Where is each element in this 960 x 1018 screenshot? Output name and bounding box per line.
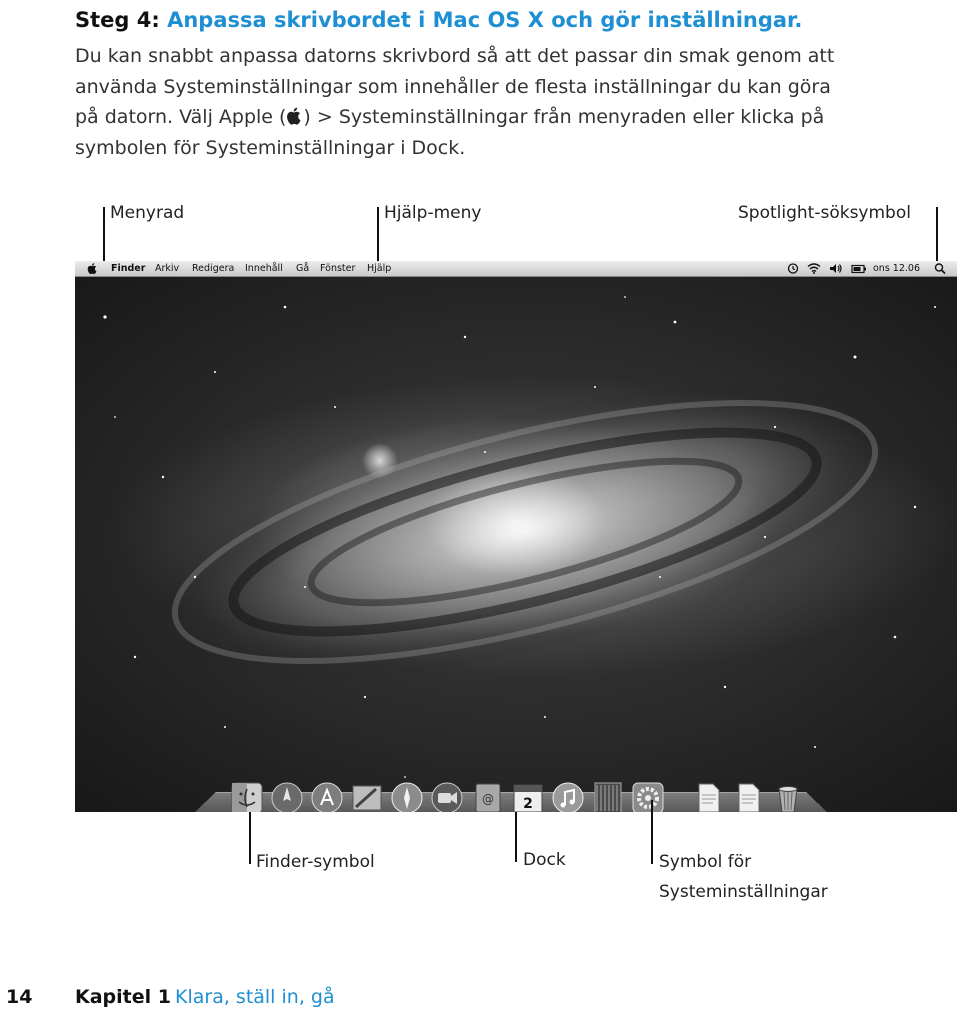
- battery-icon[interactable]: [851, 262, 867, 275]
- callout-leader: [103, 207, 105, 261]
- galaxy-wallpaper: [75, 277, 957, 812]
- callout-finder: Finder-symbol: [256, 852, 375, 872]
- callout-spotlight: Spotlight-söksymbol: [738, 203, 911, 223]
- section-title: Anpassa skrivbordet i Mac OS X och gör inställningar.: [167, 8, 803, 32]
- menu-innehall[interactable]: Innehåll: [245, 263, 283, 274]
- callout-leader: [249, 812, 251, 864]
- menu-ga[interactable]: Gå: [296, 263, 310, 274]
- callout-leader: [936, 207, 938, 261]
- calendar-icon[interactable]: [511, 781, 545, 812]
- menu-redigera[interactable]: Redigera: [192, 263, 235, 274]
- chapter-title: Klara, ställ in, gå: [175, 986, 335, 1008]
- callout-menubar: Menyrad: [110, 203, 185, 223]
- itunes-icon[interactable]: [551, 781, 585, 812]
- mail-icon[interactable]: [350, 781, 384, 812]
- trash-icon[interactable]: [771, 781, 805, 812]
- apple-menu-icon[interactable]: [87, 262, 98, 275]
- address-book-icon[interactable]: [471, 781, 505, 812]
- callout-sysprefs-line1: Symbol för: [659, 852, 752, 872]
- paragraph-text: på datorn. Välj Apple (: [75, 106, 287, 128]
- callout-sysprefs-line2: Systeminställningar: [659, 882, 828, 902]
- menu-hjalp[interactable]: Hjälp: [367, 263, 392, 274]
- menu-finder[interactable]: Finder: [111, 263, 146, 274]
- menu-fonster[interactable]: Fönster: [320, 263, 356, 274]
- paragraph-line: Du kan snabbt anpassa datorns skrivbord så att det passar din smak genom att: [75, 45, 835, 67]
- intro-paragraph: [75, 41, 955, 163]
- callout-leader: [377, 207, 379, 263]
- page-number: 14: [6, 986, 33, 1008]
- callout-leader: [515, 812, 517, 862]
- svg-text:@: @: [482, 792, 494, 806]
- app-store-icon[interactable]: [310, 781, 344, 812]
- system-preferences-icon[interactable]: [631, 781, 665, 812]
- callout-dock: Dock: [523, 850, 566, 870]
- paragraph-text: ) > Systeminställningar från menyraden eller klicka på: [303, 106, 825, 128]
- mac-desktop-screenshot: [75, 261, 957, 812]
- callout-help-menu: Hjälp-meny: [384, 203, 482, 223]
- paragraph-line: använda Systeminställningar som innehåller de flesta inställningar du kan göra: [75, 75, 831, 98]
- menu-bar: [75, 261, 957, 277]
- spotlight-icon[interactable]: [934, 262, 946, 275]
- chapter-label: Kapitel 1: [75, 986, 171, 1008]
- apple-logo-icon: [286, 106, 303, 126]
- document-icon[interactable]: [731, 781, 765, 812]
- time-machine-icon[interactable]: [787, 262, 799, 275]
- finder-icon[interactable]: [230, 781, 264, 812]
- wifi-icon[interactable]: [807, 262, 821, 275]
- facetime-icon[interactable]: [430, 781, 464, 812]
- desktop-wallpaper: [75, 277, 957, 812]
- paragraph-line: symbolen för Systeminställningar i Dock.: [75, 136, 466, 159]
- menu-arkiv[interactable]: Arkiv: [155, 263, 180, 274]
- callout-leader: [651, 800, 653, 864]
- step-label: Steg 4:: [75, 8, 160, 32]
- photo-booth-icon[interactable]: [591, 781, 625, 812]
- paragraph-line: [75, 102, 955, 133]
- document-icon[interactable]: [691, 781, 725, 812]
- launchpad-icon[interactable]: [270, 781, 304, 812]
- volume-icon[interactable]: [829, 262, 843, 275]
- section-heading: [75, 6, 955, 34]
- menu-clock[interactable]: ons 12.06: [873, 263, 920, 274]
- calendar-day: 2: [523, 796, 533, 812]
- safari-icon[interactable]: [390, 781, 424, 812]
